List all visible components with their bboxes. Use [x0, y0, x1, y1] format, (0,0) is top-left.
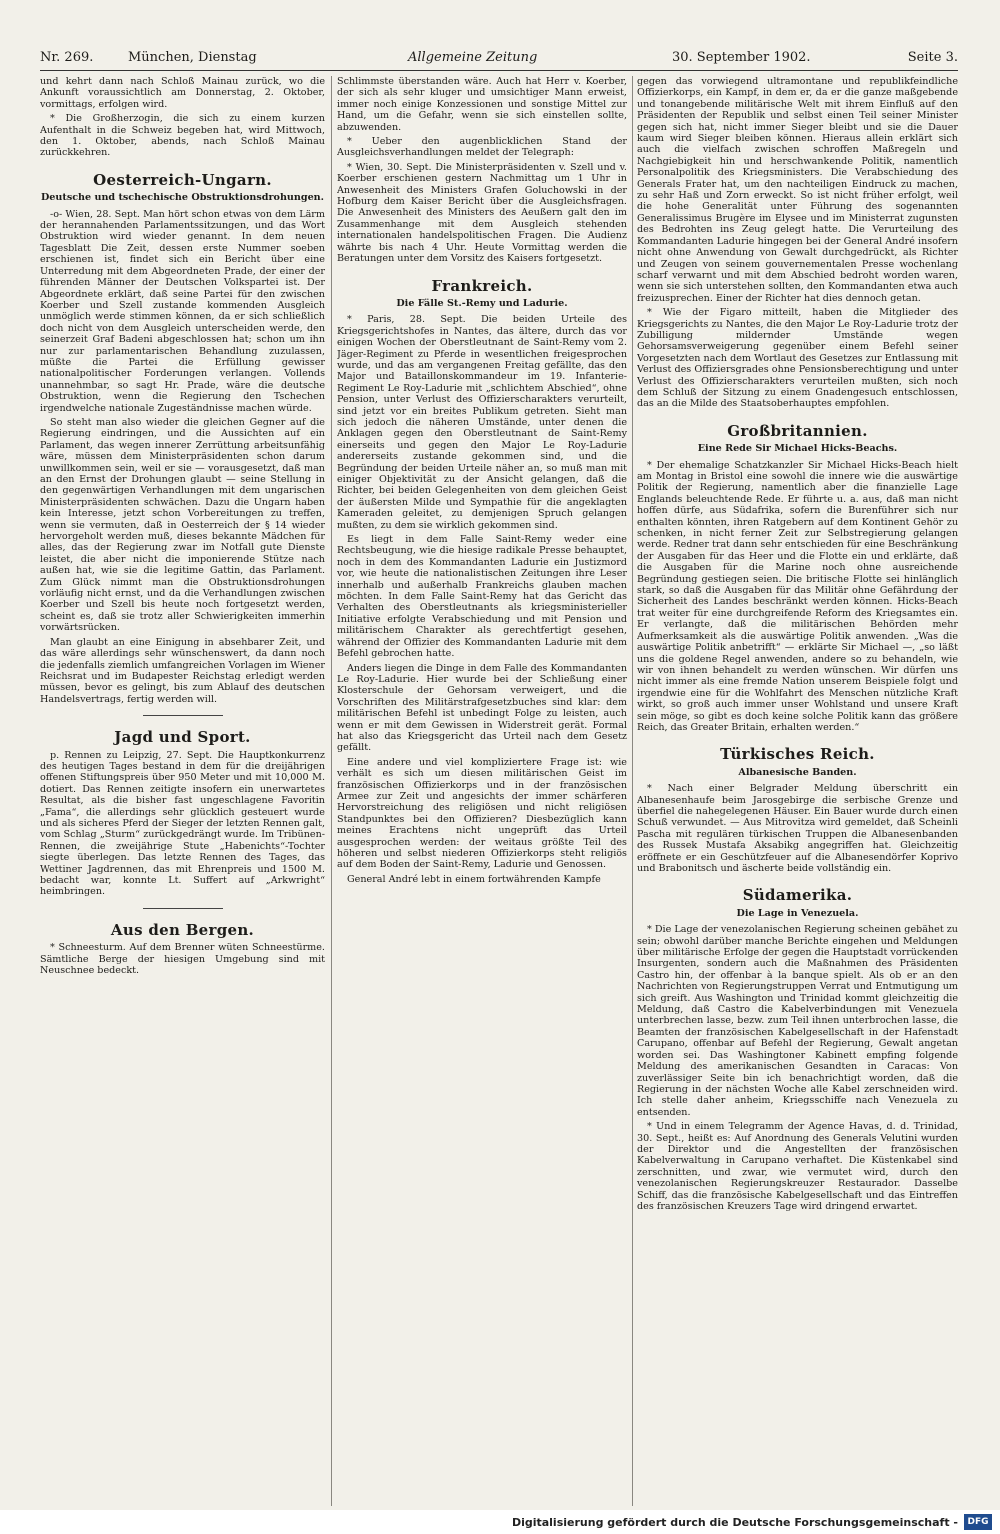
section-heading-oesterreich: Oesterreich-Ungarn. [93, 170, 272, 189]
separator [143, 715, 223, 716]
sub-heading: Eine Rede Sir Michael Hicks-Beachs. [697, 443, 898, 455]
section-heading-sport: Jagd und Sport. [114, 728, 251, 747]
paragraph: gegen das vorwiegend ultramontane und republikfeindliche Offizierkorps, ein Kampf, in dem er, da er die ganze maßgebende und tonangebende militärische Welt mit ihrem Einfluß auf den Präsidenten der Republik und selbst einen Teil seiner Minister gegen sich hat, nicht immer Sieger bleibt und sie die Dauer kaum wird Sieger bleiben können. Hieraus allein erklärt sich auch die vielfach zwischen schroffen Maßregeln und Nachgiebigkeit hin und herschwankende Politik, namentlich Personalpolitik des Kriegsministers. Die Verabschiedung des Generals Frater hat, um den nachteiligen Eindruck zu machen, zu sehr Haß und Zorn erweckt. So ist nicht früher erfolgt, weil die hohe Generalität unter Führung des sogenannten Generalissimus Brugère im Elysee und im Ministerrat zugunsten des Bedrohten ins Zeug gelegt hatte. Die Verurteilung des Kommandanten Ladurie hingegen bei der General André insofern nicht ohne Anwendung von Gewalt durchgedrückt, als Richter und Zeugen von seinem gouvernementalen Presse wochenlang scharf verwarnt und mit dem Abschied bedroht worden waren, wenn sie sich unterstehen sollten, den Kommandanten etwa auch freizusprechen. Einer der Richter hat dies dennoch getan. [637, 76, 958, 304]
paragraph: * Wie der Figaro mitteilt, haben die Mitglieder des Kriegsgerichts zu Nantes, die den Major Le Roy-Ladurie trotz der Zubilligung mildernder Umstände wegen Gehorsamsverweigerung gegenüber einem Befehl seiner Vorgesetzten nach dem Wortlaut des Gesetzes zur Entlassung mit Verlust des Offiziersgrades ohne Pensionsberechtigung und unter Verlust des Offizierscharakters verurteilen mußten, sich noch dem Schluß der Sitzung zu einem Gnadengesuch entschlossen, das an die Milde des Staatsoberhauptes empfohlen. [637, 307, 958, 410]
sub-heading: Albanesische Banden. [738, 766, 857, 778]
sub-heading: Die Lage in Venezuela. [736, 907, 859, 919]
column-rule [632, 76, 633, 1506]
paragraph: * Die Lage der venezolanischen Regierung scheinen gebähet zu sein; obwohl darüber manche Berichte eingehen und Meldungen über militärische Erfolge der gegen die Hauptstadt vorrückenden Insurgenten, sondern auch die Maßnahmen des Präsidenten Castro hin, der offenbar à la banque spielt. Als ob er an den Nachrichten von Regierungstruppen Verrat und Entmutigung um sich greift. Aus Washington und Trinidad kommt gleichzeitig die Meldung, daß Castro die Kabelverbindungen mit Venezuela unterbrechen lasse, bezw. zum Teil ihnen unterbrochen lasse, die Beamten der französischen Kabelgesellschaft in der Hafenstadt Carupano, offenbar auf Befehl der Regierung, Gewalt angetan worden sei. Das Washingtoner Kabinett empfing folgende Meldung des amerikanischen Gesandten in Caracas: Von zuverlässiger Seite bin ich benachrichtigt worden, daß die Regierung in der nächsten Woche alle Kabel zerschneiden wird. Ich stelle daher anheim, Kriegsschiffe nach Venezuela zu entsenden. [637, 924, 958, 1118]
issue-date: 30. September 1902. [672, 50, 811, 65]
section-heading-suedamerika: Südamerika. [742, 886, 853, 905]
paragraph: General André lebt in einem fortwährenden Kampfe [347, 873, 601, 885]
newspaper-title: Allgemeine Zeitung [408, 50, 538, 65]
page-number: Seite 3. [907, 50, 958, 65]
paragraph: * Paris, 28. Sept. Die beiden Urteile des Kriegsgerichtshofes in Nantes, das ältere, durch das vor einigen Wochen der Oberstleutnant de Saint-Remy vom 2. Jäger-Regiment zu Pferde in wesentlichen freigesprochen wurde, und das am vergangenen Freitag gefällte, das den Major und Bataillonskommandeur im 19. Infanterie-Regiment Le Roy-Ladurie mit „schlichtem Abschied“, ohne Pension, unter Verlust des Offizierscharakters verurteilt, sind jetzt vor ein breites Publikum getreten. Sieht man sich jedoch die näheren Umstände, unter denen die Anklagen gegen den Oberstleutnant de Saint-Remy einerseits und gegen den Major Le Roy-Ladurie andererseits zustande gekommen sind, und die Begründung der beiden Urteile näher an, so muß man mit einiger Objektivität zu der Ansicht gelangen, daß die Richter, bei beiden Gelegenheiten von dem gleichen Geist der äußersten Milde und Sympathie für die angeklagten Kameraden geleitet, zu demjenigen Spruch gelangen mußten, zu dem sie wirklich gekommen sind. [337, 314, 627, 531]
paragraph: Schlimmste überstanden wäre. Auch hat Herr v. Koerber, der sich als sehr kluger und umsichtiger Mann erweist, immer noch einige Konzessionen und sonstige Mittel zur Hand, um die Gefahr, wenn sie sich einstellen sollte, abzuwenden. [337, 76, 627, 133]
sub-heading: Deutsche und tschechische Obstruktionsdrohungen. [40, 192, 324, 204]
place-day: München, Dienstag [128, 50, 257, 65]
issue-number: Nr. 269. [40, 50, 94, 65]
separator [143, 908, 223, 909]
sub-heading: Die Fälle St.-Remy und Ladurie. [396, 297, 568, 309]
section-heading-grossbritannien: Großbritannien. [727, 421, 868, 440]
column-3 [637, 76, 958, 1506]
paragraph: * Wien, 30. Sept. Die Ministerpräsidenten v. Szell und v. Koerber erschienen gestern Nachmittag um 1 Uhr in Anwesenheit des Ministers Grafen Goluchowski in der Hofburg dem Kaiser Bericht über die Ausgleichsfragen. Die Anwesenheit des Ministers des Aeußern galt den im Zusammenhange mit dem Ausgleich stehenden internationalen handelspolitischen Fragen. Die Audienz währte bis nach 4 Uhr. Heute Vormittag werden die Beratungen unter dem Vorsitz des Kaisers fortgesetzt. [337, 161, 627, 265]
section-heading-bergen: Aus den Bergen. [110, 920, 255, 939]
paragraph: So steht man also wieder die gleichen Gegner auf die Regierung eindringen, und die Aussichten auf ein Parlament, das wegen innerer Zerrüttung arbeitsunfähig wäre, müssen dem Ministerpräsidenten schon darum unwillkommen sein, weil er sie — vorausgesetzt, daß man an den Ernst der Drohungen glaubt — seine Stellung in den gegenwärtigen Verhandlungen mit dem ungarischen Ministerpräsidenten schwächen. Dazu die Ungarn haben kein Interesse, jetzt schon Vorbereitungen zu treffen, wenn sie vermuten, daß in Oesterreich der § 14 wieder hervorgeholt werden muß, dieses bekannte Mädchen für alles, das der Regierung zwar im Notfall gute Dienste leistet, die aber nicht die imponierende Stütze nach außen hat, wie sie die legitime Gattin, das Parlament. Zum Glück nimmt man die Obstruktionsdrohungen vorläufig nicht ernst, und da die Verhandlungen zwischen Koerber und Szell bis heute noch fortgesetzt werden, scheint es, daß sie trotz aller Schwierigkeiten immerhin vorwärtsrücken. [40, 416, 325, 634]
dfg-logo-icon: DFG [964, 1514, 992, 1530]
column-1 [40, 76, 325, 1506]
paragraph: -o- Wien, 28. Sept. Man hört schon etwas von dem Lärm der herannahenden Parlamentssitzungen, und das Wort Obstruktion wird wieder genannt. In dem neuen Tagesblatt Die Zeit, dessen erste Nummer soeben erschienen ist, findet sich ein Bericht über eine Unterredung mit dem Abgeordneten Prade, der einer der führenden Männer der Deutschen Volkspartei ist. Der Abgeordnete erklärt, daß seine Partei für den zwischen Koerber und Szell zustande kommenden Ausgleich unmöglich werde stimmen können, da er sich schließlich doch nicht von dem Ausgleich unterscheiden werde, den seinerzeit Graf Badeni abgeschlossen hat; schon um ihn nur zur parlamentarischen Behandlung zuzulassen, müßte die Partei die Erfüllung gewisser nationalpolitischer Forderungen verlangen. Vollends unannehmbar, so sagt Hr. Prade, wäre die deutsche Obstruktion, wenn die Regierung den Tschechen irgendwelche nationale Zugeständnisse machen würde. [40, 208, 325, 414]
footer-credit: Digitalisierung gefördert durch die Deutsche Forschungsgemeinschaft - [511, 1516, 958, 1529]
paragraph: p. Rennen zu Leipzig, 27. Sept. Die Hauptkonkurrenz des heutigen Tages bestand in dem für die dreijährigen offenen Stiftungspreis über 950 Meter und mit 10,000 M. dotiert. Das Rennen zeitigte insofern ein unerwartetes Resultat, als die bisher fast ungeschlagene Favoritin „Fama“, die allerdings sehr glücklich gesteuert wurde und als sicheres Pferd der Sieger der letzten Rennen galt, vom Schlag „Sturm“ zurückgedrängt wurde. Im Tribünen-Rennen, die zweijährige Stute „Habenichts“-Tochter siegte überlegen. Das letzte Rennen des Tages, das Wettiner Jagdrennen, das mit Ehrenpreis und 1500 M. bedacht war, konnte Lt. Suffert auf „Arkwright“ heimbringen. [40, 749, 325, 898]
column-rule [331, 76, 332, 1506]
section-heading-frankreich: Frankreich. [431, 276, 533, 295]
paragraph: * Nach einer Belgrader Meldung überschritt ein Albanesenhaufe beim Jarosgebirge die serbische Grenze und überfiel die nahegelegenen Häuser. Ein Bauer wurde durch einen Schuß verwundet. — Aus Mitrovitza wird gemeldet, daß Scheinli Pascha mit regulären türkischen Truppen die Albanesenbanden des Russek Mustafa Aksabikg angegriffen hat. Gleichzeitig eröffnete er ein Geschützfeuer auf die Albanesendörfer Koprivo und Brabonitsch und äscherte beide vollständig ein. [637, 783, 958, 874]
paragraph: Es liegt in dem Falle Saint-Remy weder eine Rechtsbeugung, wie die hiesige radikale Presse behauptet, noch in dem des Kommandanten Ladurie ein Justizmord vor, wie heute die nationalistischen Zeitungen ihre Leser innerhalb und außerhalb Frankreichs glauben machen möchten. In dem Falle Saint-Remy hat das Gericht das Verhalten des Oberstleutnants als kriegsministerieller Initiative erfolgte Verabschiedung und mit Pension und militärischem Charakter als gerechtfertigt gesehen, während der Offizier des Kommandanten Ladurie mit dem Befehl gebrochen hatte. [337, 534, 627, 660]
paragraph: * Die Großherzogin, die sich zu einem kurzen Aufenthalt in die Schweiz begeben hat, wird Mittwoch, den 1. Oktober, abends, nach Schloß Mainau zurückkehren. [40, 113, 325, 159]
page-header [40, 48, 958, 71]
paragraph: Eine andere und viel kompliziertere Frage ist: wie verhält es sich um diesen militärischen Geist im französischen Offizierkorps und in der französischen Armee zur Zeit und angesichts der immer schärferen Hervorstreichung des religiösen und nicht religiösen Standpunktes bei den Offizieren? Diesbezüglich kann meines Erachtens nicht ungeprüft das Urteil ausgesprochen werden: der weitaus größte Teil des höheren und selbst niederen Offizierkorps steht religiös auf dem Boden der Saint-Remy, Ladurie und Genossen. [337, 756, 627, 871]
digitization-footer [0, 1510, 1000, 1534]
paragraph: * Ueber den augenblicklichen Stand der Ausgleichsverhandlungen meldet der Telegraph: [337, 136, 627, 159]
paragraph: * Schneesturm. Auf dem Brenner wüten Schneestürme. Sämtliche Berge der hiesigen Umgebung sind mit Neuschnee bedeckt. [40, 942, 325, 977]
paragraph: Man glaubt an eine Einigung in absehbarer Zeit, und das wäre allerdings sehr wünschenswert, da dann noch die jedenfalls ziemlich umfangreichen Vorlagen im Wiener Reichsrat und im Budapester Reichstag erledigt werden müssen, bevor es gelingt, bis zum Ablauf des deutschen Handelsvertrags, fertig werden will. [40, 636, 325, 705]
paragraph: und kehrt dann nach Schloß Mainau zurück, wo die Ankunft voraussichtlich am Donnerstag, 2. Oktober, vormittags, erfolgen wird. [40, 76, 325, 110]
column-2 [337, 76, 627, 1506]
paragraph: * Und in einem Telegramm der Agence Havas, d. d. Trinidad, 30. Sept., heißt es: Auf Anordnung des Generals Velutini wurden der Direktor und die Angestellten der französischen Kabelverwaltung in Carupano verhaftet. Die Küstenkabel sind zerschnitten, und zwar, wie vermutet wird, durch den venezolanischen Regierungskreuzer Restaurador. Dasselbe Schiff, das die französische Kabelgesellschaft und das Eintreffen des französischen Kreuzers Tage wird dringend erwartet. [637, 1121, 958, 1212]
paragraph: Anders liegen die Dinge in dem Falle des Kommandanten Le Roy-Ladurie. Hier wurde bei der Schließung einer Klosterschule der Gehorsam verweigert, und die Vorschriften des Militärstrafgesetzbuches sind klar: dem militärischen Befehl ist unbedingt Folge zu leisten, auch wenn er mit dem Gewissen in Widerstreit gerät. Formal hat also das Kriegsgericht das Urteil nach dem Gesetz gefällt. [337, 662, 627, 754]
paragraph: * Der ehemalige Schatzkanzler Sir Michael Hicks-Beach hielt am Montag in Bristol eine sowohl die innere wie die auswärtige Politik der Regierung, namentlich aber die finanzielle Lage Englands beleuchtende Rede. Er führte u. a. aus, daß man nicht hoffen dürfe, aus Südafrika, sofern die Burenführer sich nur enthalten könnten, ihren Ratgebern auf dem Kontinent Gehör zu schenken, in nicht ferner Zeit zur Selbstregierung gelangen werde. Redner trat dann sehr entschieden für eine Beschränkung der Ausgaben für das Heer und die Flotte ein und erklärte, daß die Ausgaben für die Marine noch ohne ausreichende Begründung gestiegen seien. Die britische Flotte sei hinlänglich stark, so daß die Ausgaben für das Militär ohne Gefährdung der Sicherheit des Landes beschränkt werden können. Hicks-Beach trat weiter für eine durchgreifende Reform des Kriegsamtes ein. Er verlangte, daß die militärischen Behörden mehr Aufmerksamkeit als die auswärtige Politik anwenden. „Was die auswärtige Politik anbetrifft“ — erklärte Sir Michael —, „so läßt uns die goldene Regel anwenden, andere so zu behandeln, wie wir von ihnen behandelt zu werden wünschen. Wir dürfen uns nicht immer als eine fremde Nation unserem Beispiele folgt und irgendwie eine für die Wohlfahrt des Menschen nützliche Kraft wirkt, so groß auch immer unser Wohlstand und unsere Kraft sein möge, so gibt es doch keine solche Politik kann das größere Reich, das Greater Britain, erhalten werden.“ [637, 459, 958, 733]
section-heading-tuerkei: Türkisches Reich. [720, 745, 875, 764]
